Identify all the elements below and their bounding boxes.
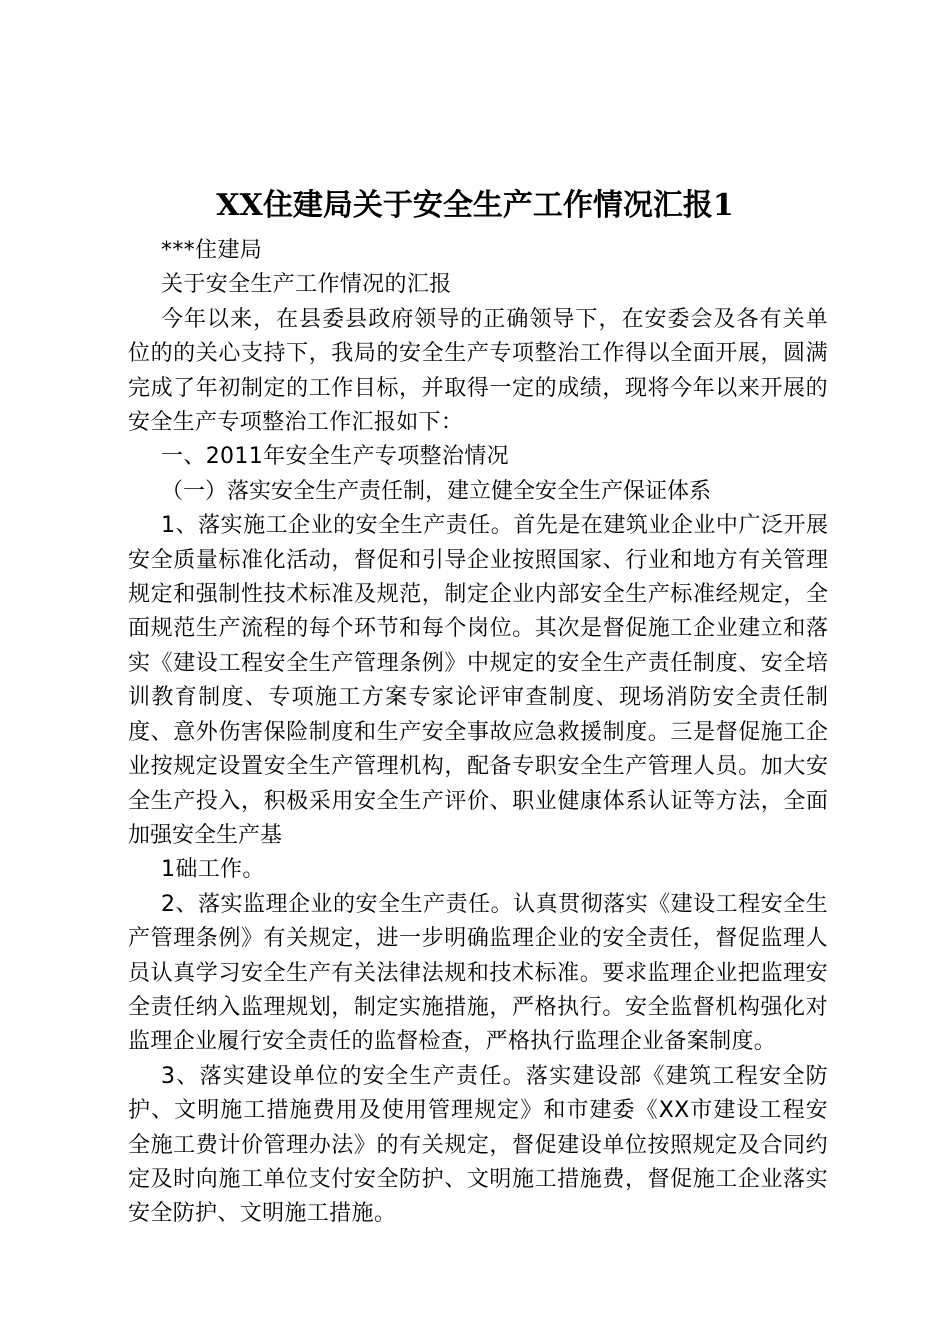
document-title: XX住建局关于安全生产工作情况汇报1 (216, 188, 734, 223)
paragraph-intro: 今年以来，在县委县政府领导的正确领导下，在安委会及各有关单位的的关心支持下，我局的安全生产专项整治工作得以全面开展，圆满完成了年初制定的工作目标，并取得一定的成绩，现将今年以来开展的安全生产专项整治工作汇报如下： (128, 306, 828, 436)
document-body (128, 234, 828, 1232)
paragraph-construction-units: 3、落实建设单位的安全生产责任。落实建设部《建筑工程安全防护、文明施工措施费用及使用管理规定》和市建委《XX市建设工程安全施工费计价管理办法》的有关规定，督促建设单位按照规定及合同约定及时向施工单位支付安全防护、文明施工措施费，督促施工企业落实安全防护、文明施工措施。 (128, 1063, 828, 1227)
paragraph-issuer: ***住建局 (161, 238, 263, 263)
section-heading: 一、2011年安全生产专项整治情况 (161, 444, 509, 470)
subsection-heading: （一）落实安全生产责任制，建立健全安全生产保证体系 (161, 478, 712, 504)
paragraph-supervision-enterprises: 2、落实监理企业的安全生产责任。认真贯彻落实《建设工程安全生产管理条例》有关规定，进一步明确监理企业的安全责任，督促监理人员认真学习安全生产有关法律法规和技术标准。要求监理企业把监理安全责任纳入监理规划，制定实施措施，严格执行。安全监督机构强化对监理企业履行安全责任的监督检查，严格执行监理企业备案制度。 (128, 891, 828, 1055)
paragraph-construction-enterprises: 1、落实施工企业的安全生产责任。首先是在建筑业企业中广泛开展安全质量标准化活动，督促和引导企业按照国家、行业和地方有关管理规定和强制性技术标准及规范，制定企业内部安全生产标准经规定，全面规范生产流程的每个环节和每个岗位。其次是督促施工企业建立和落实《建设工程安全生产管理条例》中规定的安全生产责任制度、安全培训教育制度、专项施工方案专家论评审查制度、现场消防安全责任制度、意外伤害保险制度和生产安全事故应急救援制度。三是督促施工企业按规定设置安全生产管理机构，配备专职安全生产管理人员。加大安全生产投入，积极采用安全生产评价、职业健康体系认证等方法，全面加强安全生产基 (128, 513, 828, 848)
paragraph-continuation: 1础工作。 (161, 857, 265, 883)
paragraph-subtitle: 关于安全生产工作情况的汇报 (161, 272, 452, 298)
